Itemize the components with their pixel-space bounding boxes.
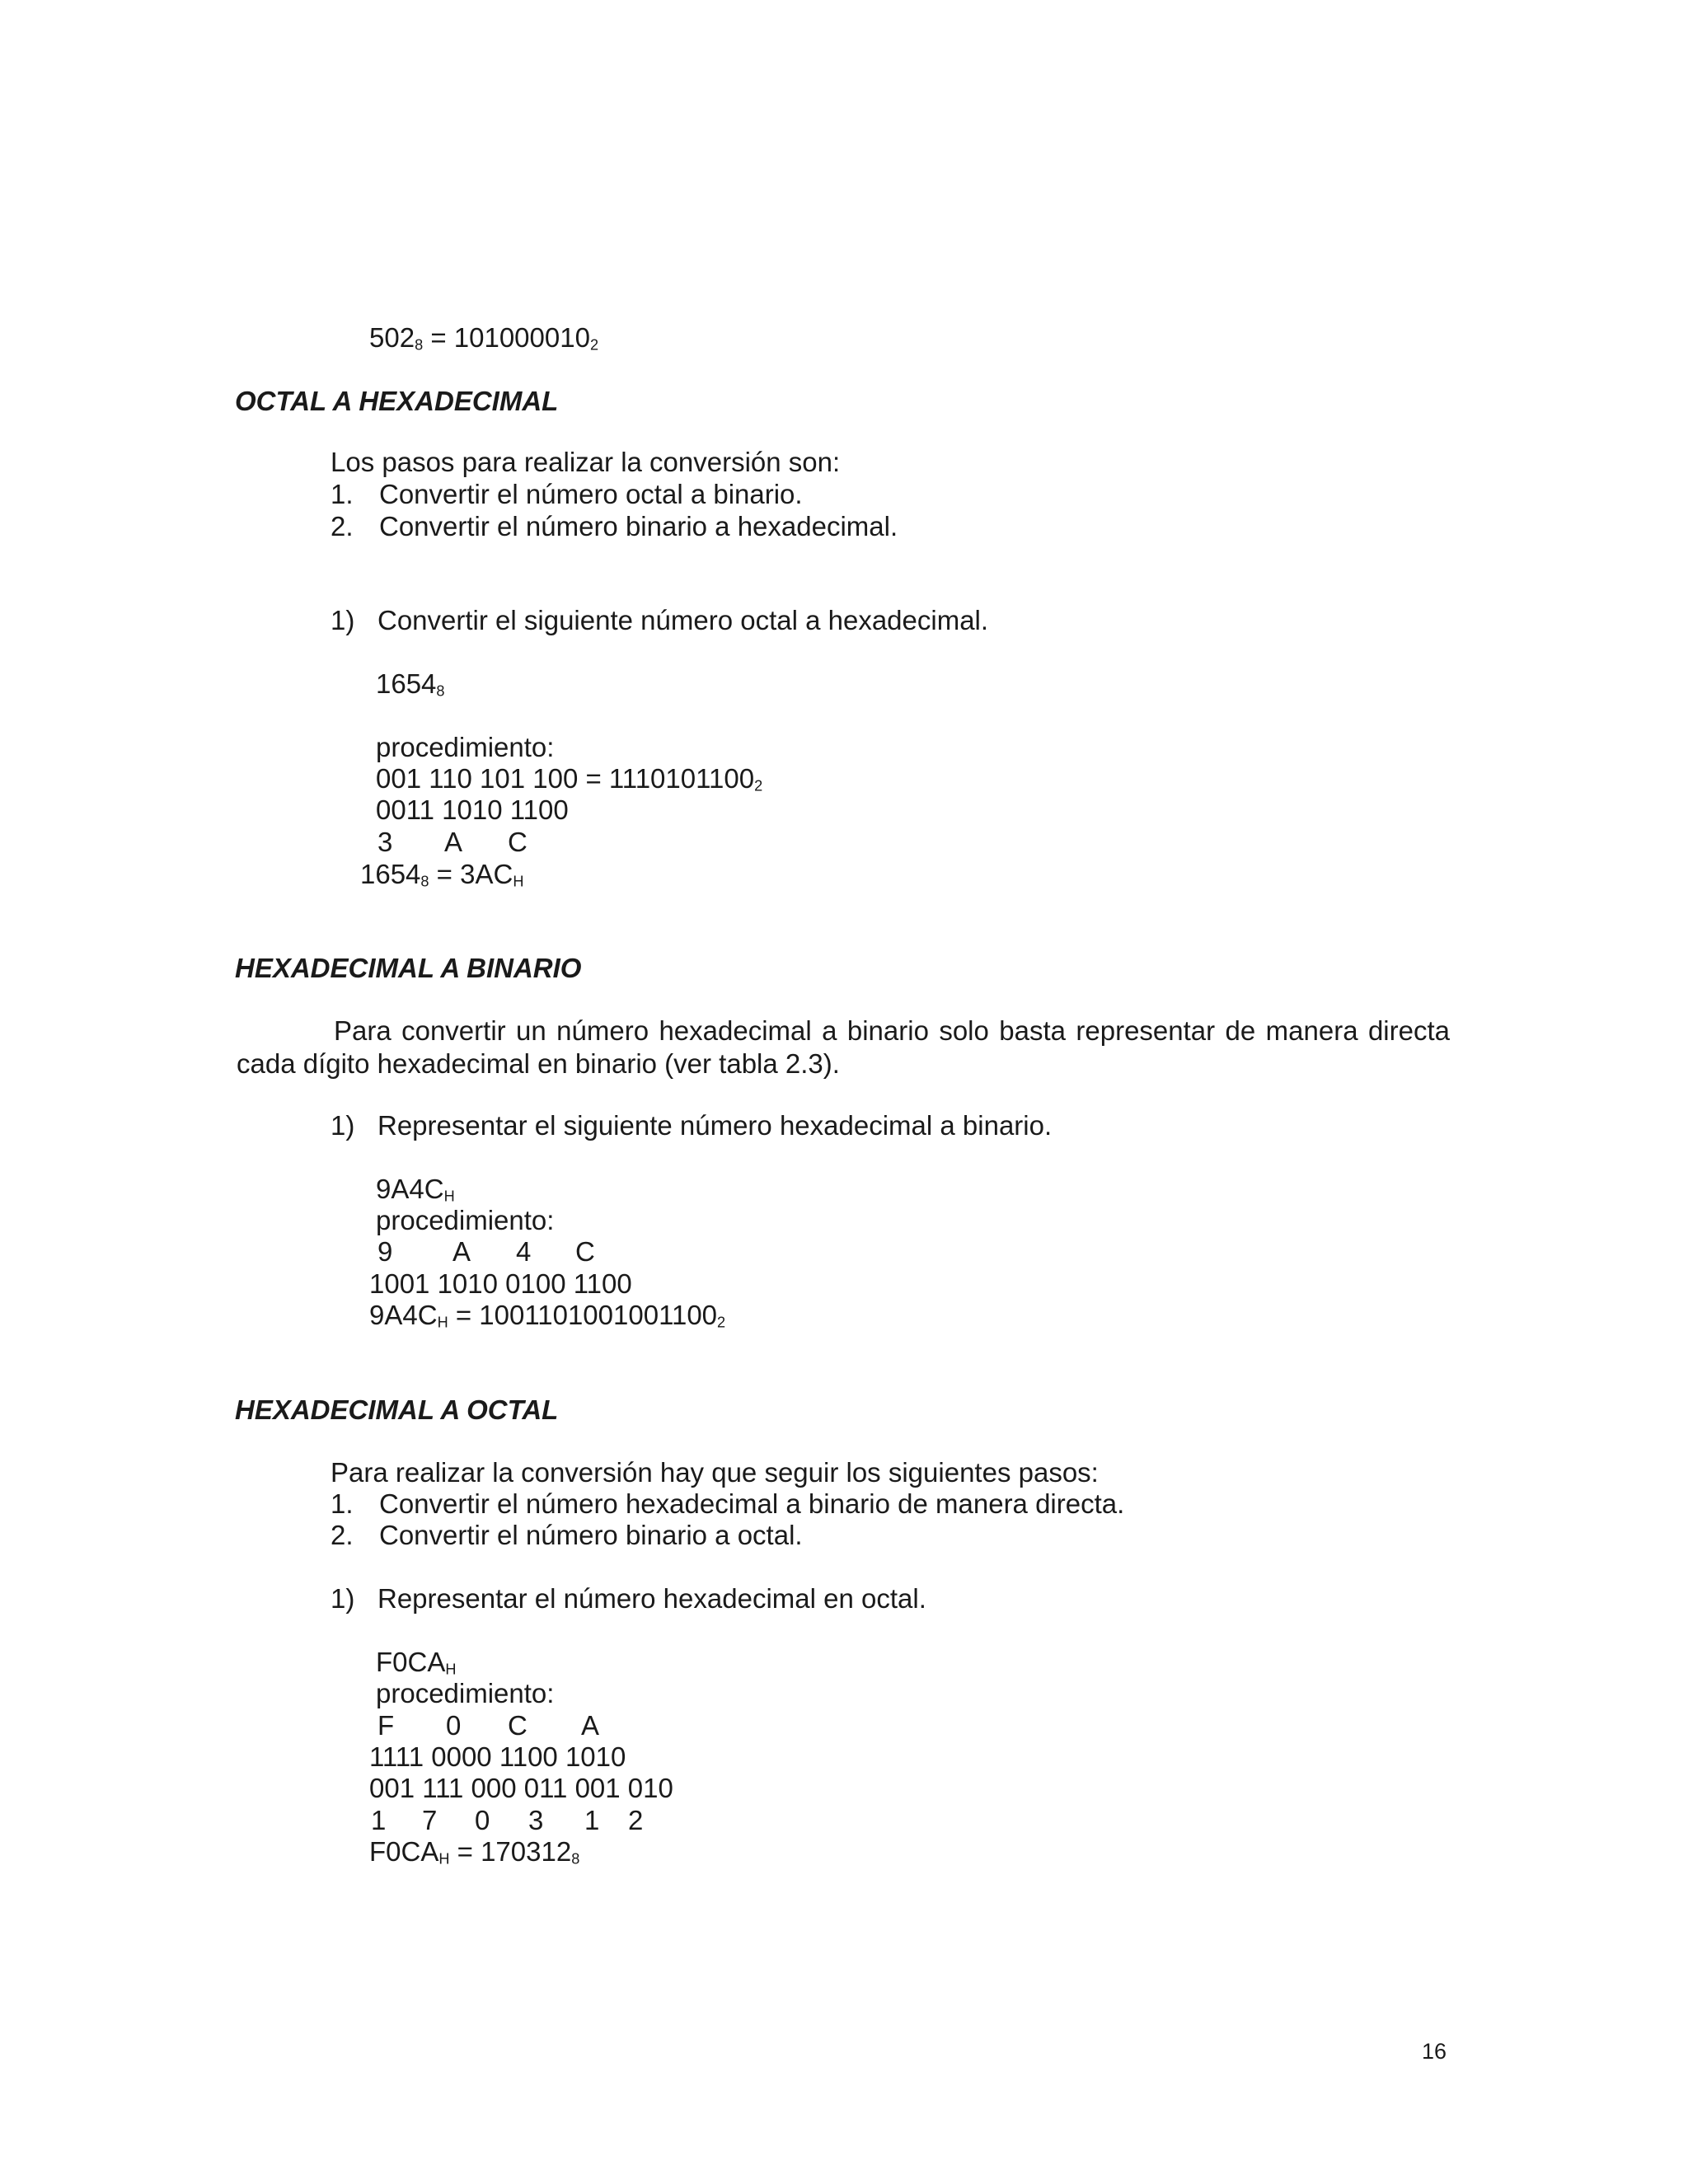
s2-number: $9A4C_H$ <box>376 1174 455 1205</box>
s3-octal-digit: 2 <box>628 1805 644 1835</box>
s1-digit: 3 <box>377 827 393 857</box>
s2-digit: C <box>575 1236 595 1267</box>
s3-procedure-label: procedimiento: <box>376 1678 555 1708</box>
s1-result: $1654_8 = 3AC_H$ <box>360 859 524 890</box>
s3-octal-digit: 1 <box>371 1805 387 1835</box>
s3-digit: 0 <box>446 1710 462 1741</box>
section-heading-hex-binary: HEXADECIMAL A BINARIO <box>235 953 582 983</box>
s3-octal-digit: 1 <box>584 1805 600 1835</box>
s2-paragraph: Para convertir un número hexadecimal a binario solo basta representar de manera directa cada dígito hexadecimal en binario (ver tabla 2.3). <box>237 1015 1450 1079</box>
s3-digit: A <box>581 1710 600 1741</box>
s1-example-text: Convertir el siguiente número octal a hexadecimal. <box>377 605 989 635</box>
s1-digit: A <box>444 827 463 857</box>
s1-binary-groups: 001 110 101 $100 = 1110101100_2$ <box>376 763 763 794</box>
s3-octal-digit: 3 <box>528 1805 544 1835</box>
s3-result: $F0CA_H = 170312_8$ <box>369 1836 580 1868</box>
s2-digit: 9 <box>377 1236 393 1267</box>
s3-number: $F0CA_H$ <box>376 1647 457 1678</box>
s3-step-text: Convertir el número hexadecimal a binario de manera directa. <box>379 1488 1125 1519</box>
s2-example-number: 1) <box>331 1110 355 1141</box>
s1-number: $1654_8$ <box>376 668 445 700</box>
s2-procedure-label: procedimiento: <box>376 1205 555 1235</box>
s1-procedure-label: procedimiento: <box>376 732 555 762</box>
s3-digit: C <box>508 1710 528 1741</box>
s1-example-number: 1) <box>331 605 355 635</box>
section-heading-hex-octal: HEXADECIMAL A OCTAL <box>235 1394 559 1425</box>
page-number: 16 <box>1422 2039 1447 2064</box>
s2-digit: 4 <box>516 1236 532 1267</box>
s1-digit: C <box>508 827 528 857</box>
s3-digit: F <box>377 1710 395 1741</box>
s3-step-number: 1. <box>331 1488 354 1519</box>
s1-regrouped: 0011 1010 1100 <box>376 794 569 825</box>
s3-binary-groups: 1111 0000 1100 1010 <box>369 1741 626 1772</box>
section-heading-octal-hex: OCTAL A HEXADECIMAL <box>235 386 559 416</box>
s3-octal-digit: 0 <box>475 1805 490 1835</box>
s1-step-number: 2. <box>331 511 354 541</box>
s3-intro: Para realizar la conversión hay que seguir los siguientes pasos: <box>331 1457 1099 1488</box>
s3-step-number: 2. <box>331 1520 354 1550</box>
s1-step-number: 1. <box>331 479 354 509</box>
equation-502-octal: $502_8 = 101000010_2$ <box>369 322 599 354</box>
s1-step-text: Convertir el número octal a binario. <box>379 479 803 509</box>
s3-step-text: Convertir el número binario a octal. <box>379 1520 803 1550</box>
s2-digit: A <box>452 1236 471 1267</box>
s3-example-number: 1) <box>331 1583 355 1614</box>
s1-intro: Los pasos para realizar la conversión son: <box>331 447 841 477</box>
s1-step-text: Convertir el número binario a hexadecimal. <box>379 511 898 541</box>
s3-octal-groups: 001 111 000 011 001 010 <box>369 1773 673 1803</box>
s2-example-text: Representar el siguiente número hexadecimal a binario. <box>377 1110 1053 1141</box>
s2-binary-groups: 1001 1010 0100 1100 <box>369 1268 632 1299</box>
s3-octal-digit: 7 <box>422 1805 438 1835</box>
s2-result: $9A4C_H = 1001101001001100_2$ <box>369 1300 726 1331</box>
s3-example-text: Representar el número hexadecimal en octal. <box>377 1583 926 1614</box>
